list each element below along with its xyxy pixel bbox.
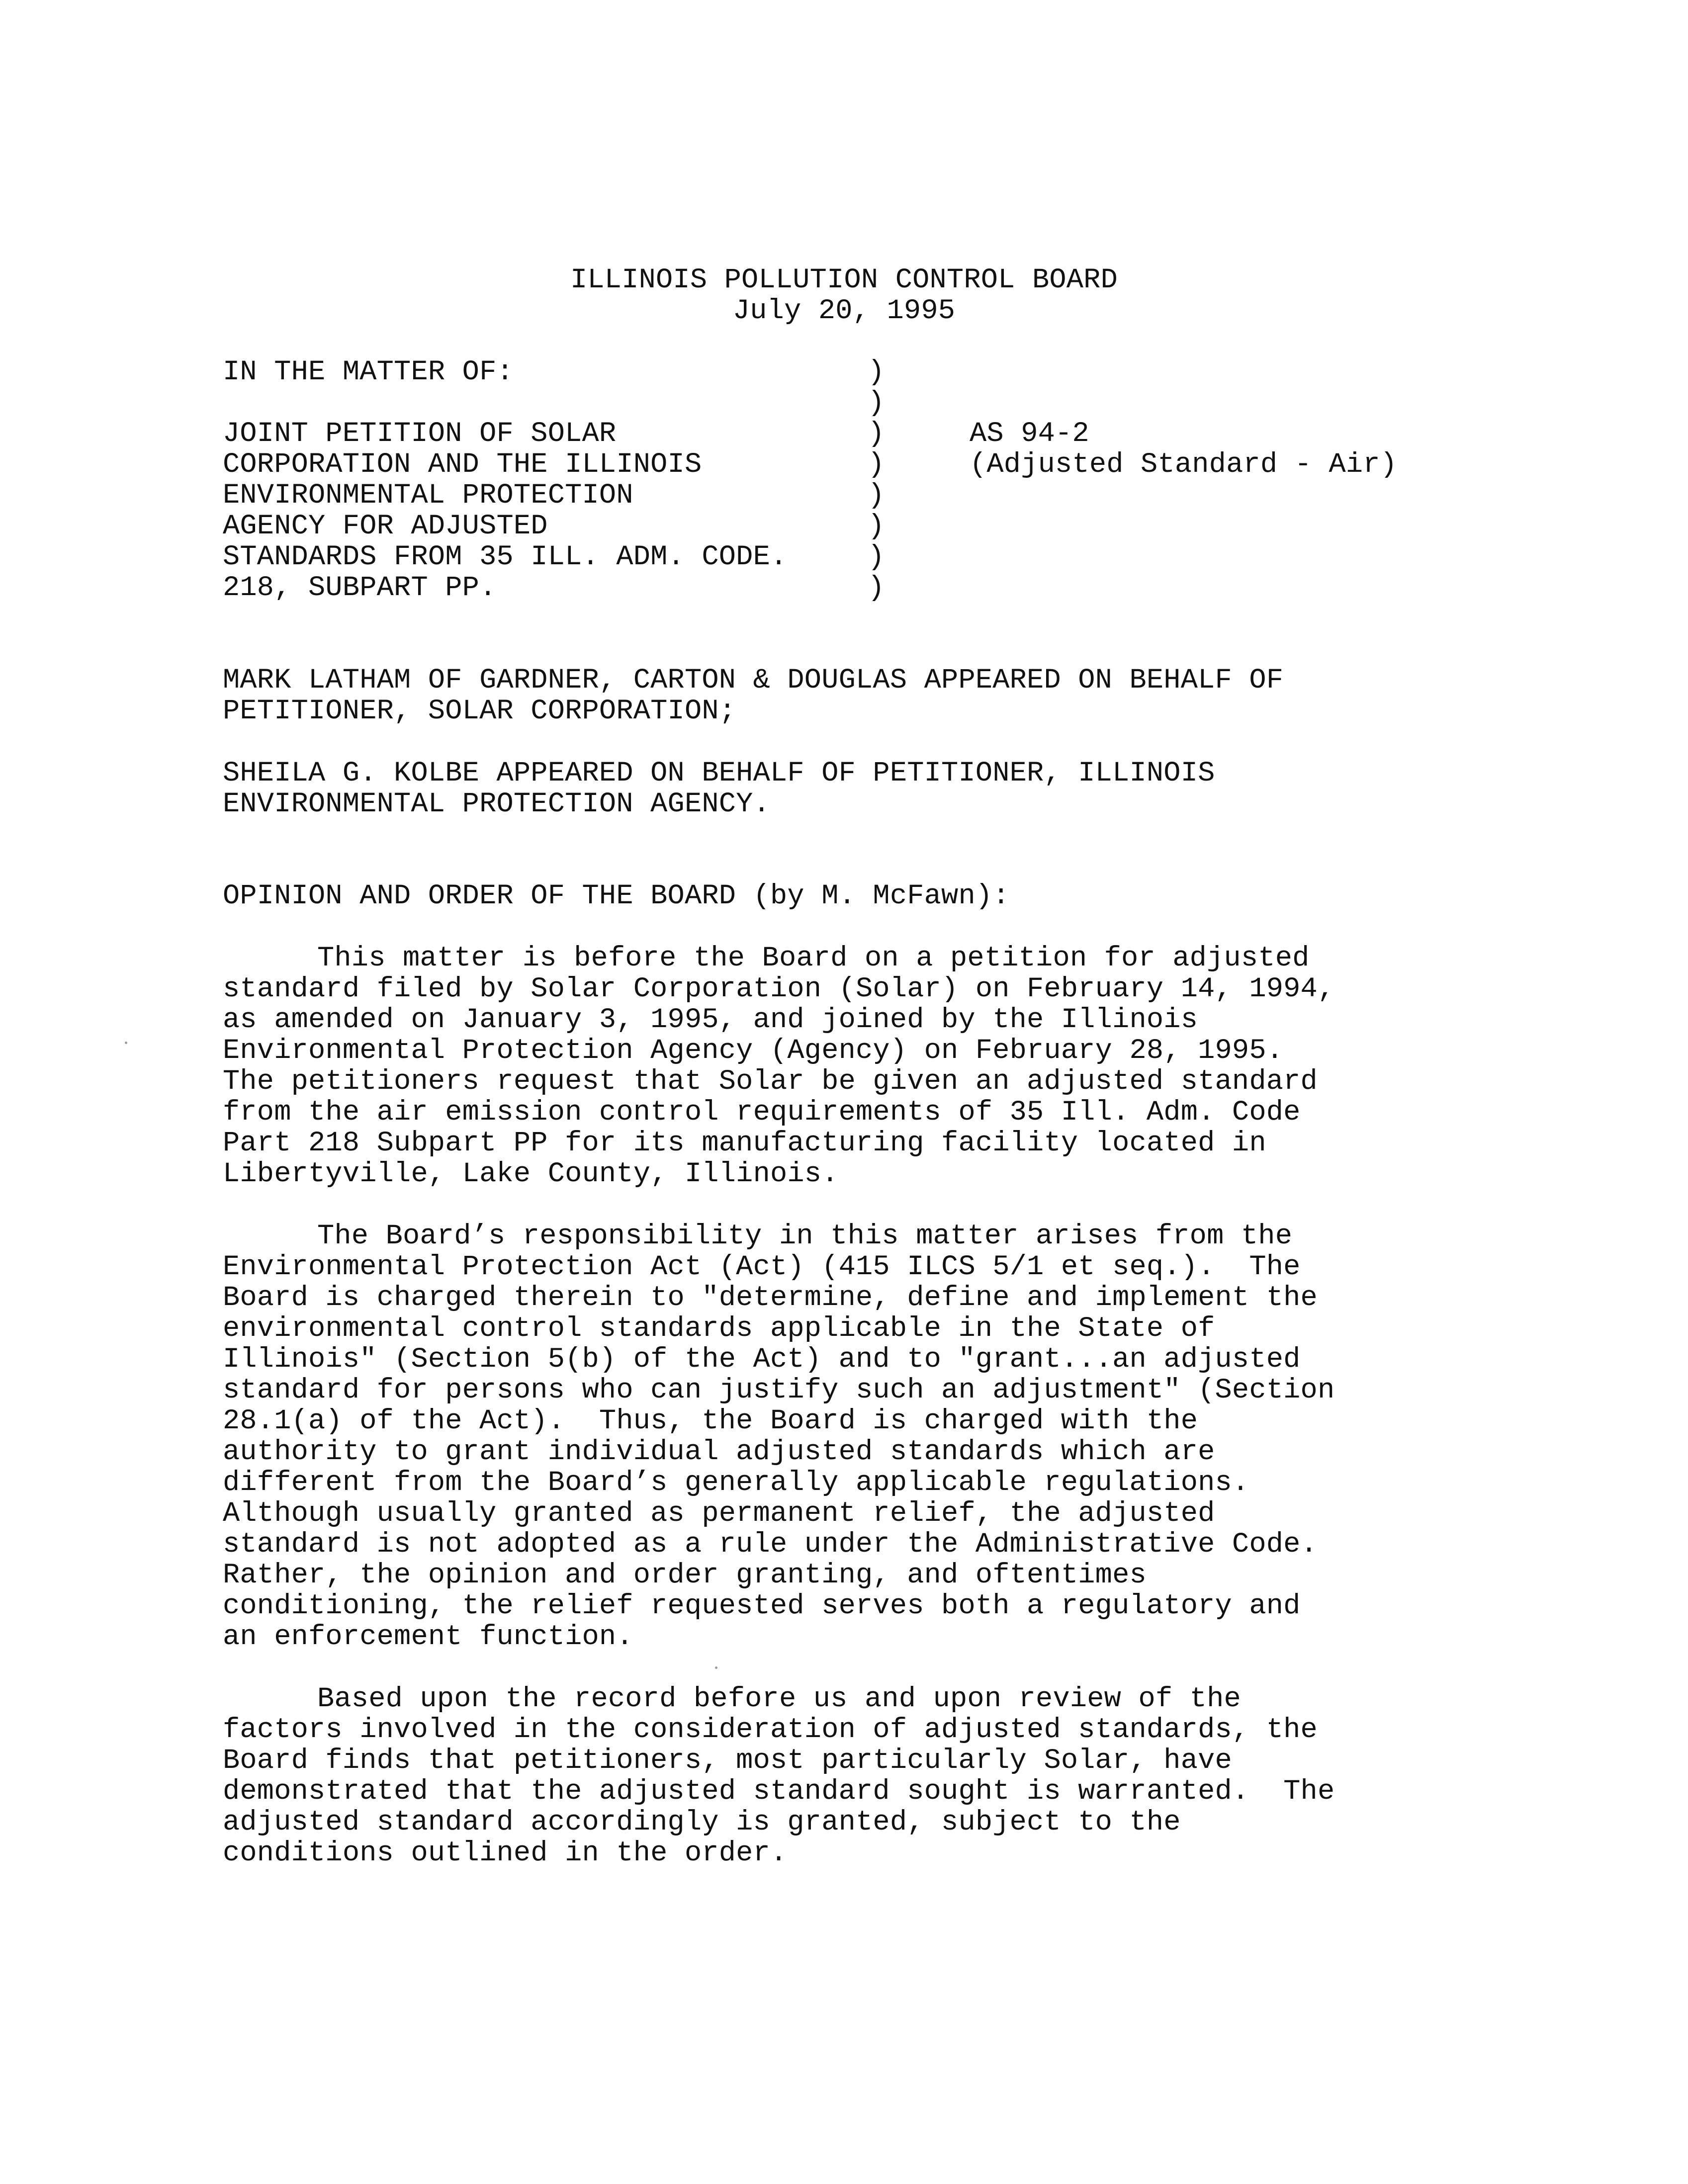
paragraph-line: Libertyville, Lake County, Illinois. bbox=[223, 1158, 839, 1190]
paragraph-line: standard for persons who can justify such an adjustment" (Section bbox=[223, 1375, 1335, 1406]
caption-line: ENVIRONMENTAL PROTECTION bbox=[223, 480, 633, 512]
paragraph-line: Board finds that petitioners, most particularly Solar, have bbox=[223, 1745, 1232, 1777]
caption-line: JOINT PETITION OF SOLAR bbox=[223, 418, 617, 450]
paragraph-line: adjusted standard accordingly is granted, subject to the bbox=[223, 1807, 1181, 1838]
caption-paren: ) bbox=[868, 572, 885, 604]
caption-line: AGENCY FOR ADJUSTED bbox=[223, 511, 548, 542]
document-date: July 20, 1995 bbox=[732, 295, 956, 327]
paragraph-line: as amended on January 3, 1995, and joined by the Illinois bbox=[223, 1004, 1198, 1036]
appearance-line: ENVIRONMENTAL PROTECTION AGENCY. bbox=[223, 788, 770, 820]
paragraph-line: The Board’s responsibility in this matter arises from the bbox=[317, 1221, 1293, 1252]
paragraph-line: Board is charged therein to "determine, define and implement the bbox=[223, 1282, 1318, 1314]
paragraph-line: Environmental Protection Act (Act) (415 ILCS 5/1 et seq.). The bbox=[223, 1251, 1301, 1283]
caption-paren: ) bbox=[868, 511, 885, 542]
paragraph-line: authority to grant individual adjusted standards which are bbox=[223, 1436, 1215, 1468]
paragraph-line: demonstrated that the adjusted standard sought is warranted. The bbox=[223, 1776, 1335, 1808]
paragraph-line: 28.1(a) of the Act). Thus, the Board is charged with the bbox=[223, 1405, 1198, 1437]
caption-paren: ) bbox=[868, 541, 885, 573]
appearance-line: SHEILA G. KOLBE APPEARED ON BEHALF OF PETITIONER, ILLINOIS bbox=[223, 758, 1215, 789]
appearance-line: PETITIONER, SOLAR CORPORATION; bbox=[223, 696, 736, 727]
paragraph-line: This matter is before the Board on a petition for adjusted bbox=[317, 943, 1310, 974]
paragraph-line: The petitioners request that Solar be given an adjusted standard bbox=[223, 1066, 1318, 1098]
caption-line: IN THE MATTER OF: bbox=[223, 356, 514, 388]
board-name: ILLINOIS POLLUTION CONTROL BOARD bbox=[570, 264, 1118, 296]
scan-speck bbox=[125, 1042, 127, 1044]
paragraph-line: Environmental Protection Agency (Agency) on February 28, 1995. bbox=[223, 1035, 1284, 1067]
paragraph-line: Although usually granted as permanent relief, the adjusted bbox=[223, 1498, 1215, 1530]
paragraph-line: standard filed by Solar Corporation (Solar) on February 14, 1994, bbox=[223, 973, 1335, 1005]
paragraph-line: factors involved in the consideration of adjusted standards, the bbox=[223, 1714, 1318, 1746]
appearance-line: MARK LATHAM OF GARDNER, CARTON & DOUGLAS APPEARED ON BEHALF OF bbox=[223, 665, 1284, 697]
paragraph-line: conditions outlined in the order. bbox=[223, 1837, 788, 1869]
paragraph-line: an enforcement function. bbox=[223, 1621, 633, 1653]
paragraph-line: different from the Board’s generally applicable regulations. bbox=[223, 1467, 1249, 1499]
caption-line: 218, SUBPART PP. bbox=[223, 572, 497, 604]
caption-paren: ) bbox=[868, 480, 885, 512]
caption-line: STANDARDS FROM 35 ILL. ADM. CODE. bbox=[223, 541, 788, 573]
paragraph-line: Illinois" (Section 5(b) of the Act) and to "grant...an adjusted bbox=[223, 1344, 1301, 1376]
caption-paren: ) bbox=[868, 387, 885, 419]
paragraph-line: from the air emission control requirements of 35 Ill. Adm. Code bbox=[223, 1097, 1301, 1129]
paragraph-line: conditioning, the relief requested serves both a regulatory and bbox=[223, 1590, 1301, 1622]
paragraph-line: Part 218 Subpart PP for its manufacturing facility located in bbox=[223, 1128, 1266, 1159]
caption-paren: ) bbox=[868, 449, 885, 481]
case-type: (Adjusted Standard - Air) bbox=[970, 449, 1398, 481]
caption-line: CORPORATION AND THE ILLINOIS bbox=[223, 449, 702, 481]
opinion-heading: OPINION AND ORDER OF THE BOARD (by M. McFawn): bbox=[223, 880, 1010, 912]
scan-speck bbox=[715, 1666, 717, 1669]
case-number: AS 94-2 bbox=[970, 418, 1089, 450]
caption-paren: ) bbox=[868, 418, 885, 450]
paragraph-line: Rather, the opinion and order granting, and oftentimes bbox=[223, 1560, 1147, 1591]
caption-paren: ) bbox=[868, 356, 885, 388]
paragraph-line: Based upon the record before us and upon review of the bbox=[317, 1683, 1241, 1715]
paragraph-line: standard is not adopted as a rule under the Administrative Code. bbox=[223, 1529, 1318, 1561]
paragraph-line: environmental control standards applicable in the State of bbox=[223, 1313, 1215, 1345]
